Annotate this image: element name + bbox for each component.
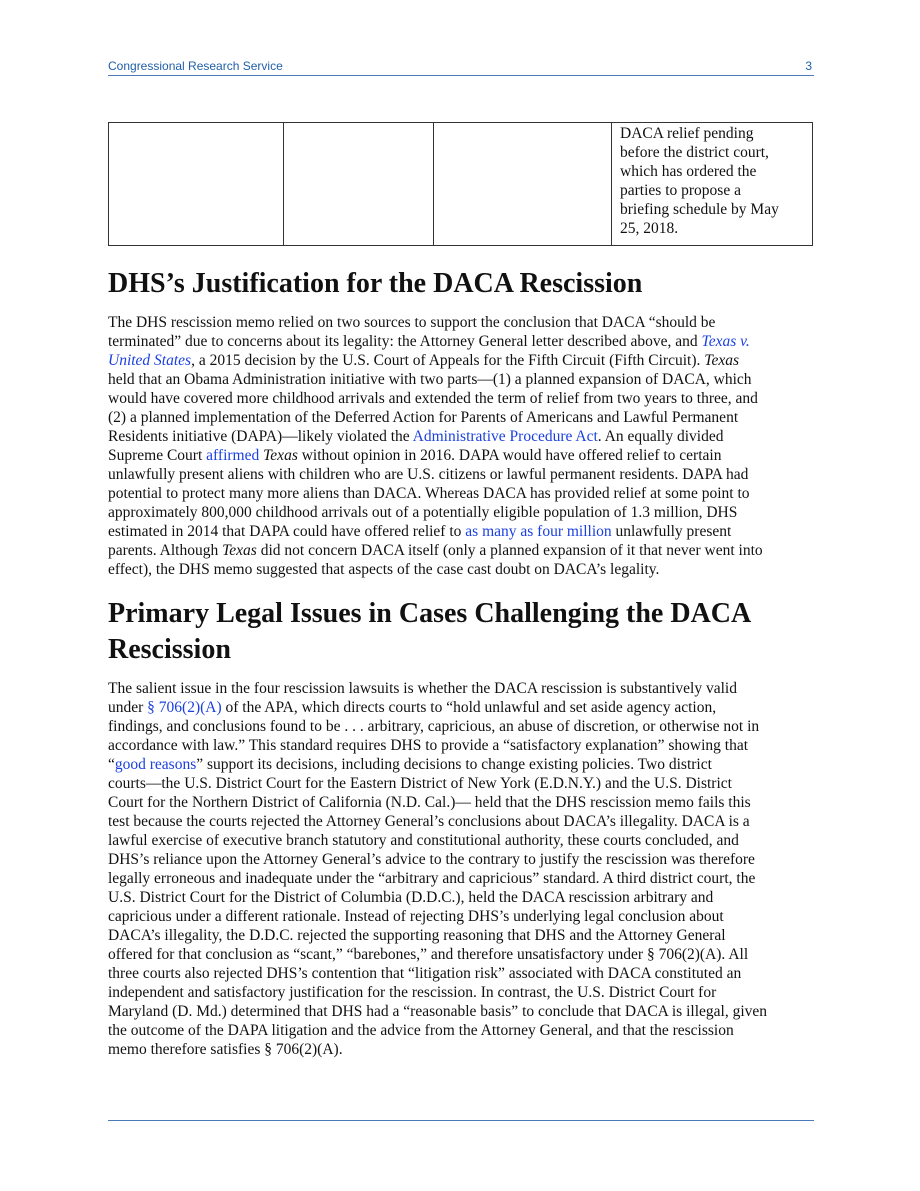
- section-heading-justification: DHS’s Justification for the DACA Rescission: [108, 268, 643, 299]
- link-706-2-a[interactable]: § 706(2)(A): [147, 699, 222, 716]
- link-texas-v-united-states[interactable]: Texas v.: [701, 333, 750, 350]
- page-header: [108, 58, 814, 76]
- cell-line: which has ordered the: [620, 163, 757, 180]
- page-number: 3: [805, 59, 812, 73]
- table-row: [109, 123, 813, 246]
- link-affirmed[interactable]: affirmed: [206, 447, 260, 464]
- table-cell-empty-3: [434, 123, 612, 246]
- paragraph-legal-issues: The salient issue in the four rescission lawsuits is whether the DACA rescission is substantively valid under § 706(2)(A) of the APA, which directs courts to “hold unlawful and set aside agency action, findings, and conclusions found to be . . . arbitrary, capricious, an abuse of discretion, or otherwise not in accordance with law.” This standard requires DHS to provide a “satisfactory explanation” showing that “good reasons” support its decisions, including decisions to change existing policies. Two district courts—the U.S. District Court for the Eastern District of New York (E.D.N.Y.) and the U.S. District Court for the Northern District of California (N.D. Cal.)— held that the DHS rescission memo fails this test because the courts rejected the Attorney General’s conclusions about DACA’s illegality. DACA is a lawful exercise of executive branch statutory and constitutional authority, these courts concluded, and DHS’s reliance upon the Attorney General’s advice to the contrary to justify the rescission was therefore legally erroneous and inadequate under the “arbitrary and capricious” standard. A third district court, the U.S. District Court for the District of Columbia (D.D.C.), held the DACA rescission arbitrary and capricious under a different rationale. Instead of rejecting DHS’s underlying legal conclusion about DACA’s illegality, the D.D.C. rejected the supporting reasoning that DHS and the Attorney General offered for that conclusion as “scant,” “barebones,” and therefore unsatisfactory under § 706(2)(A). All three courts also rejected DHS’s contention that “litigation risk” associated with DACA constituted an independent and satisfactory justification for the rescission. In contrast, the U.S. District Court for Maryland (D. Md.) determined that DHS had a “reasonable basis” to conclude that DACA is illegal, given the outcome of the DAPA litigation and the advice from the Attorney General, and that the rescission memo therefore satisfies § 706(2)(A).: [108, 680, 768, 1058]
- section-heading-legal-issues: Primary Legal Issues in Cases Challenging the DACA Rescission: [108, 598, 752, 665]
- header-org-name: Congressional Research Service: [108, 59, 283, 73]
- link-four-million[interactable]: as many as four million: [465, 523, 612, 540]
- cell-line: before the district court,: [620, 144, 769, 161]
- link-administrative-procedure-act[interactable]: Administrative Procedure Act: [412, 428, 598, 445]
- cell-line: briefing schedule by May: [620, 201, 779, 218]
- table-cell-empty-1: [109, 123, 284, 246]
- footer-rule: [108, 1120, 814, 1121]
- timeline-table-continuation: [108, 122, 813, 246]
- link-good-reasons[interactable]: good reasons: [114, 756, 197, 773]
- paragraph-justification: The DHS rescission memo relied on two sources to support the conclusion that DACA “should be terminated” due to concerns about its legality: the Attorney General letter described above, and Texas v. United States, a 2015 decision by the U.S. Court of Appeals for the Fifth Circuit (Fifth Circuit). Texas held that an Obama Administration initiative with two parts—(1) a planned expansion of DACA, which would have covered more childhood arrivals and extended the term of relief from two years to three, and (2) a planned implementation of the Deferred Action for Parents of Americans and Lawful Permanent Residents initiative (DAPA)—likely violated the Administrative Procedure Act. An equally divided Supreme Court affirmed Texas without opinion in 2016. DAPA would have offered relief to certain unlawfully present aliens with children who are U.S. citizens or lawful permanent residents. DAPA had potential to protect many more aliens than DACA. Whereas DACA has provided relief at some point to approximately 800,000 childhood arrivals out of a potentially eligible population of 1.3 million, DHS estimated in 2014 that DAPA could have offered relief to as many as four million unlawfully present parents. Although Texas did not concern DACA itself (only a planned expansion of it that never went into effect), the DHS memo suggested that aspects of the case cast doubt on DACA’s legality.: [108, 314, 763, 578]
- table-cell-status: [612, 123, 813, 246]
- cell-line: parties to propose a: [620, 182, 741, 199]
- table-cell-empty-2: [284, 123, 434, 246]
- cell-line: 25, 2018.: [620, 220, 679, 237]
- link-texas-v-united-states-cont[interactable]: United States: [108, 352, 192, 369]
- cell-line: DACA relief pending: [620, 125, 754, 142]
